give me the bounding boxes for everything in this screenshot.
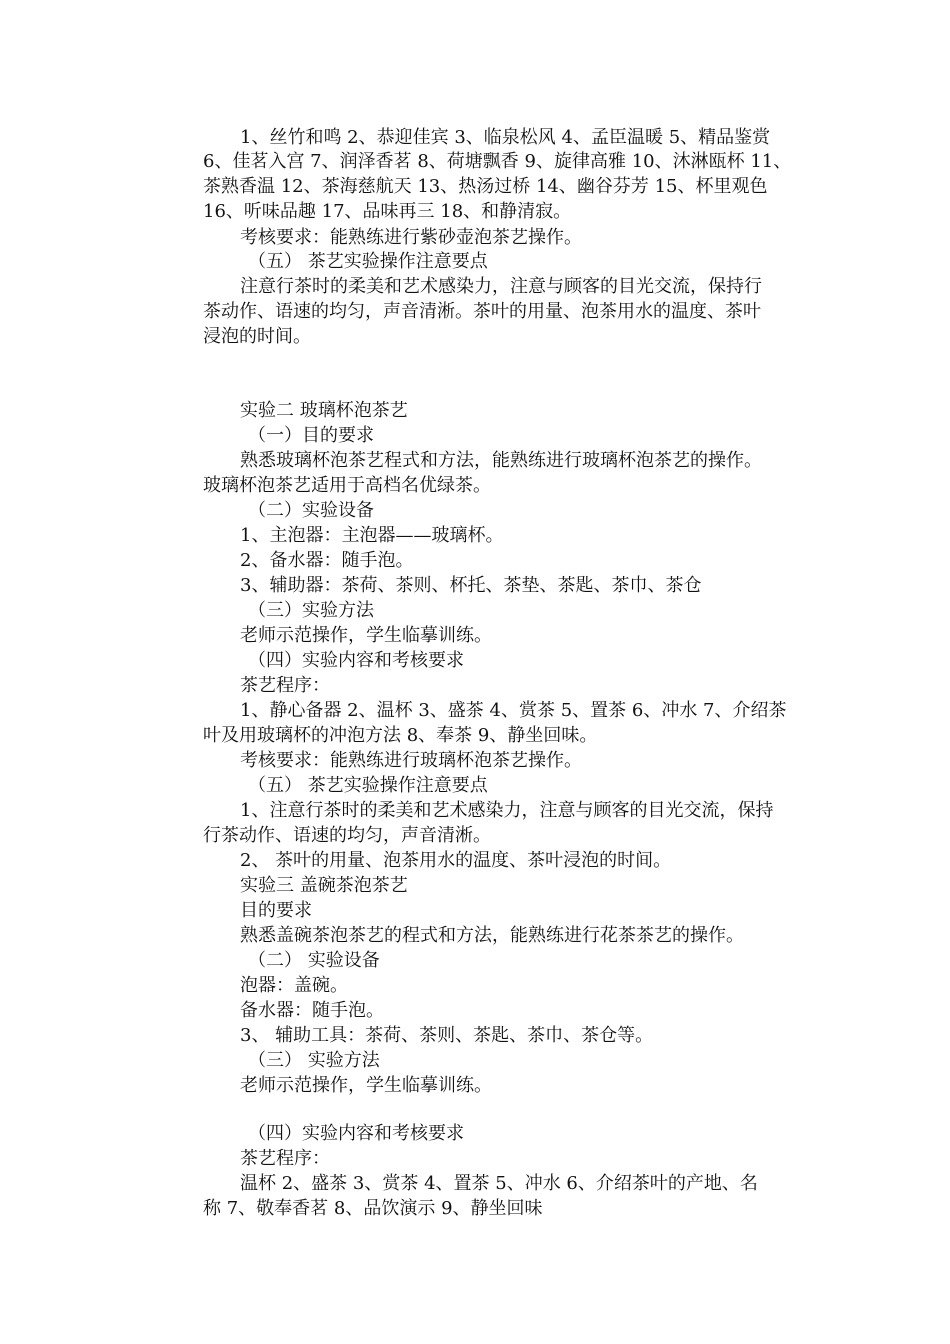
text-line: 2、备水器：随手泡。: [240, 550, 414, 571]
section-heading: （三） 实验方法: [248, 1050, 380, 1071]
section-heading: （二）实验设备: [248, 500, 374, 521]
text-line: 老师示范操作，学生临摹训练。: [240, 1075, 492, 1096]
text-line: 16、听味品趣 17、品味再三 18、和静清寂。: [203, 201, 572, 222]
text-line: 考核要求：能熟练进行玻璃杯泡茶艺操作。: [240, 750, 582, 771]
text-line: 考核要求：能熟练进行紫砂壶泡茶艺操作。: [240, 227, 582, 248]
text-line: 3、 辅助工具：茶荷、茶则、茶匙、茶巾、茶仓等。: [240, 1025, 654, 1046]
text-line: 3、辅助器：茶荷、茶则、杯托、茶垫、茶匙、茶巾、茶仓: [240, 575, 702, 596]
section-heading: （五） 茶艺实验操作注意要点: [248, 251, 488, 272]
text-line: 茶艺程序：: [240, 1148, 330, 1169]
section-heading: （二） 实验设备: [248, 950, 380, 971]
text-line: 熟悉玻璃杯泡茶艺程式和方法，能熟练进行玻璃杯泡茶艺的操作。: [240, 450, 762, 471]
text-line: 6、佳茗入宫 7、润泽香茗 8、荷塘飘香 9、旋律高雅 10、沐淋瓯杯 11、: [203, 151, 792, 172]
text-line: 叶及用玻璃杯的冲泡方法 8、奉茶 9、静坐回味。: [203, 725, 598, 746]
text-line: 1、注意行茶时的柔美和艺术感染力，注意与顾客的目光交流，保持: [240, 800, 774, 821]
text-line: 备水器：随手泡。: [240, 1000, 384, 1021]
section-heading: （四）实验内容和考核要求: [248, 650, 464, 671]
text-line: 玻璃杯泡茶艺适用于高档名优绿茶。: [203, 475, 491, 496]
experiment-title: 实验三 盖碗茶泡茶艺: [240, 875, 408, 896]
text-line: 1、静心备器 2、温杯 3、盛茶 4、赏茶 5、置茶 6、冲水 7、介绍茶: [240, 700, 787, 721]
text-line: 2、 茶叶的用量、泡茶用水的温度、茶叶浸泡的时间。: [240, 850, 672, 871]
text-line: 茶艺程序：: [240, 675, 330, 696]
text-line: 茶熟香温 12、茶海慈航天 13、热汤过桥 14、幽谷芬芳 15、杯里观色: [203, 176, 768, 197]
text-line: 泡器：盖碗。: [240, 975, 348, 996]
text-line: 注意行茶时的柔美和艺术感染力，注意与顾客的目光交流，保持行: [240, 276, 762, 297]
text-line: 称 7、敬奉香茗 8、品饮演示 9、静坐回味: [203, 1198, 543, 1219]
text-line: 老师示范操作，学生临摹训练。: [240, 625, 492, 646]
text-line: 茶动作、语速的均匀，声音清淅。茶叶的用量、泡茶用水的温度、茶叶: [203, 301, 761, 322]
section-heading: （三）实验方法: [248, 600, 374, 621]
section-heading: （一）目的要求: [248, 425, 374, 446]
section-heading: （四）实验内容和考核要求: [248, 1123, 464, 1144]
text-line: 浸泡的时间。: [203, 326, 311, 347]
text-line: 温杯 2、盛茶 3、赏茶 4、置茶 5、冲水 6、介绍茶叶的产地、名: [240, 1173, 758, 1194]
text-line: 1、丝竹和鸣 2、恭迎佳宾 3、临泉松风 4、孟臣温暖 5、精品鉴赏: [240, 127, 771, 148]
text-line: 熟悉盖碗茶泡茶艺的程式和方法，能熟练进行花茶茶艺的操作。: [240, 925, 744, 946]
text-line: 1、主泡器：主泡器——玻璃杯。: [240, 525, 504, 546]
experiment-title: 实验二 玻璃杯泡茶艺: [240, 400, 408, 421]
text-line: 行茶动作、语速的均匀，声音清淅。: [203, 825, 491, 846]
section-heading: 目的要求: [240, 900, 312, 921]
section-heading: （五） 茶艺实验操作注意要点: [248, 775, 488, 796]
